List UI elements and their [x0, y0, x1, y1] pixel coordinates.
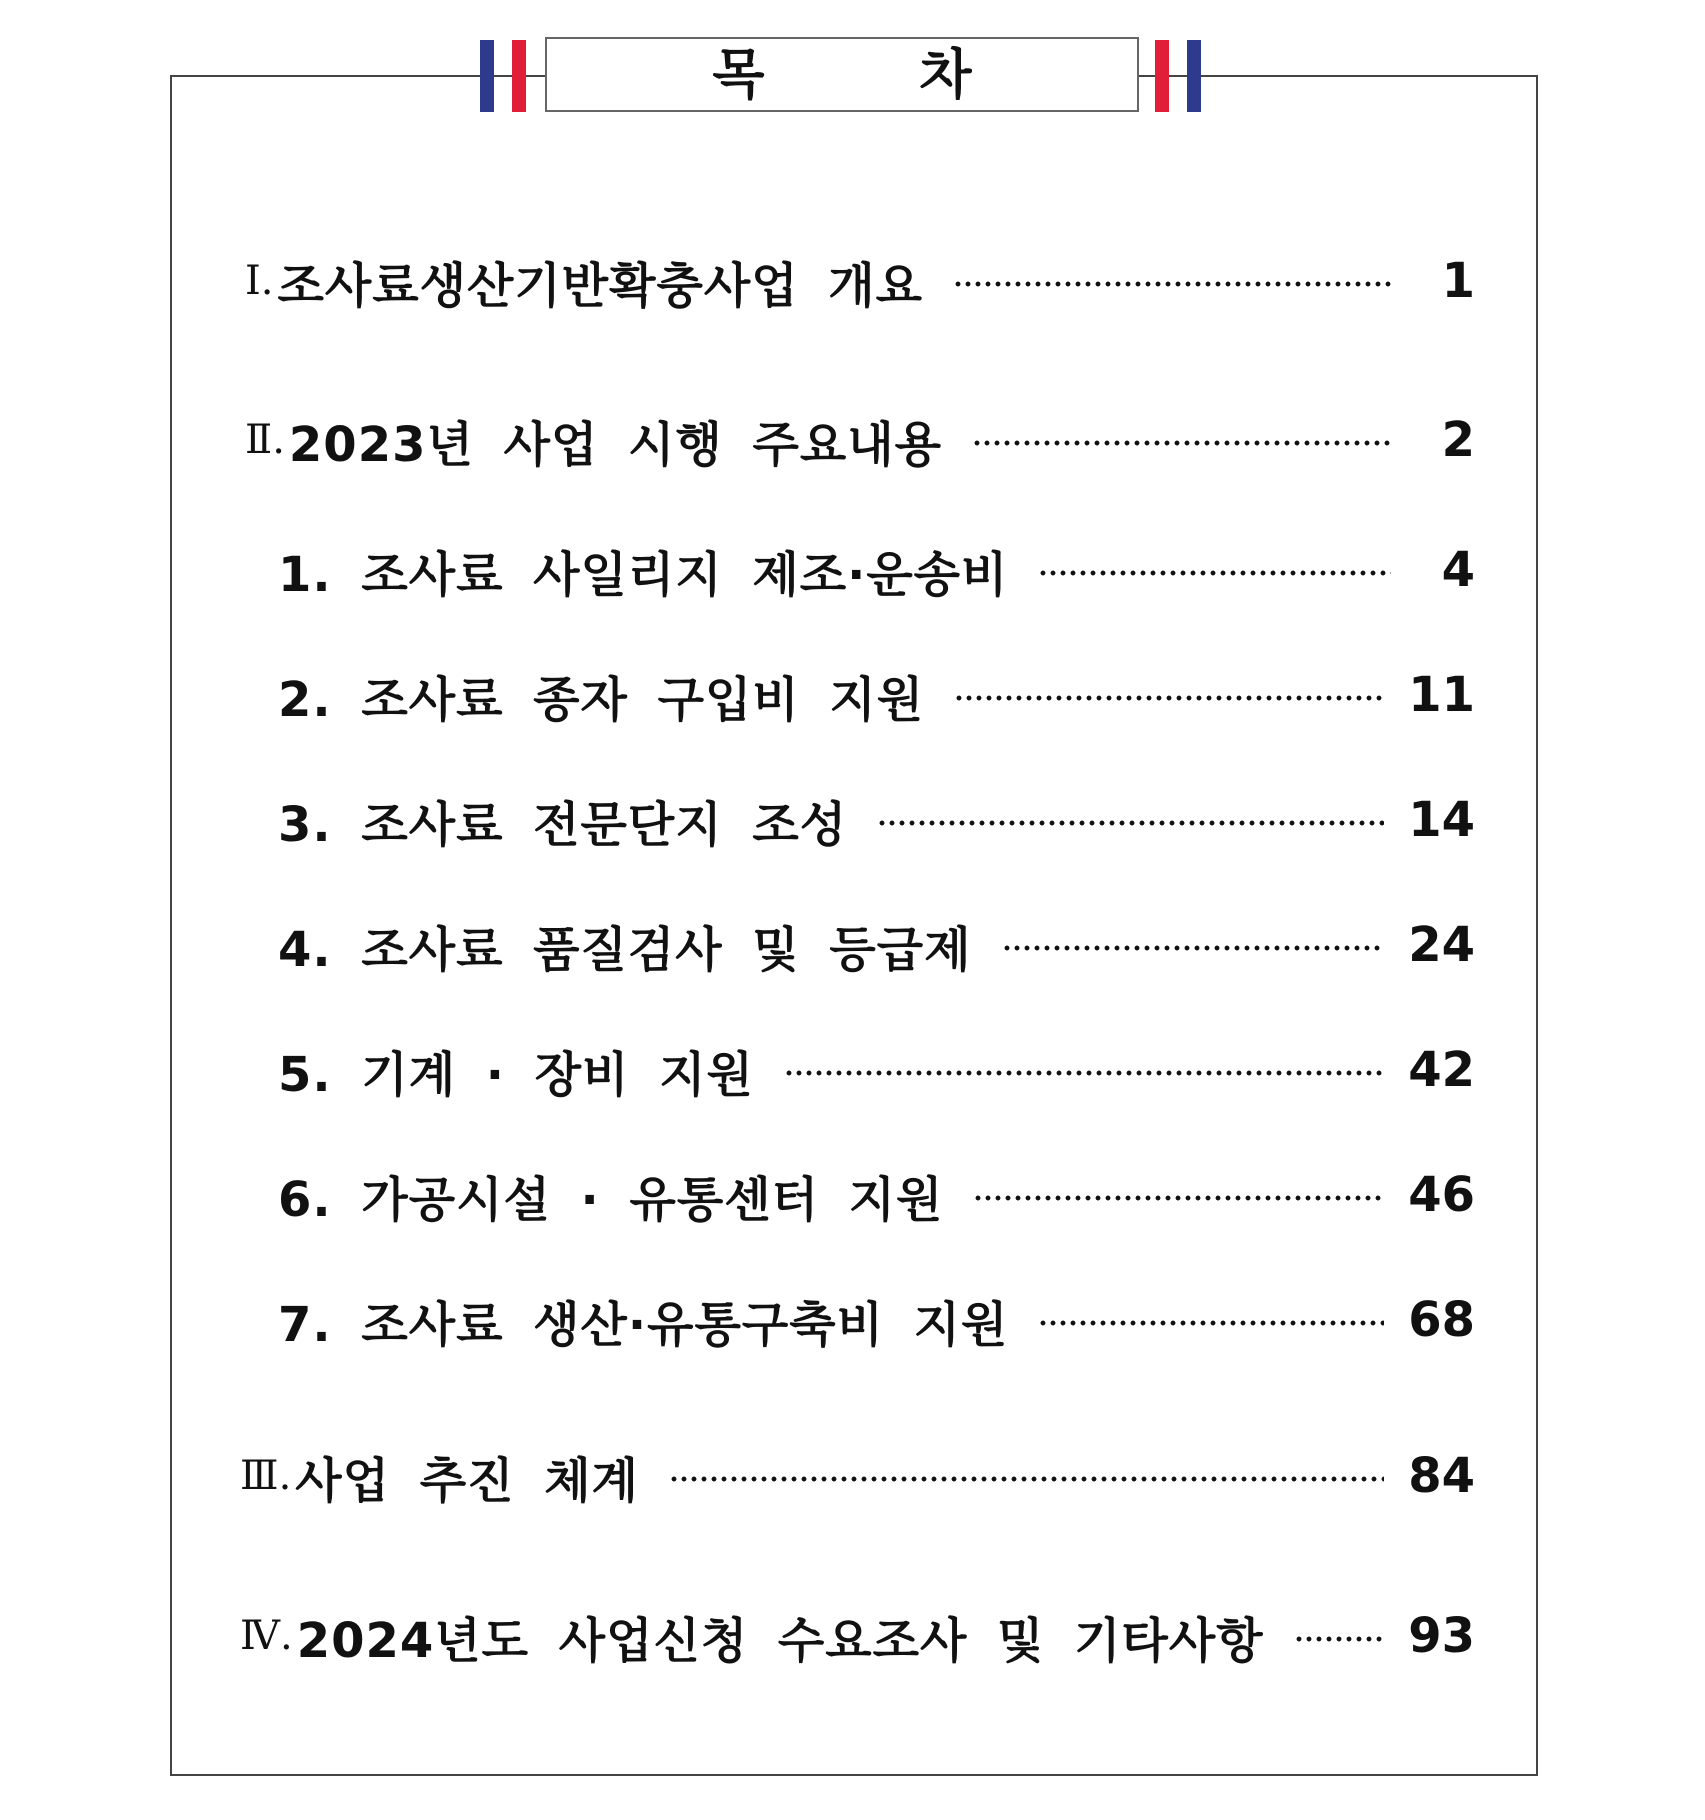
- toc-page-number: 84: [1408, 1448, 1475, 1504]
- left-red-stripe: [512, 40, 526, 112]
- toc-entry-chapter-3[interactable]: [240, 1441, 1475, 1511]
- toc-page-number: 24: [1408, 917, 1475, 973]
- dot-leader: [1038, 1320, 1384, 1326]
- toc-page-number: 93: [1408, 1608, 1475, 1664]
- toc-page-number: 4: [1441, 542, 1475, 598]
- toc-entry-chapter-2[interactable]: [245, 405, 1475, 475]
- left-navy-stripe: [480, 40, 494, 112]
- title-box: [545, 37, 1139, 112]
- dot-leader: [1294, 1636, 1385, 1642]
- toc-entry-section-2[interactable]: [278, 660, 1475, 730]
- toc-page-number: 14: [1408, 792, 1475, 848]
- dot-leader: [1002, 945, 1385, 951]
- toc-entry-section-4[interactable]: [278, 910, 1475, 980]
- toc-numeral: Ⅱ.: [245, 417, 285, 463]
- toc-entry-section-3[interactable]: [278, 785, 1475, 855]
- right-red-stripe: [1155, 40, 1169, 112]
- toc-page-number: 2: [1441, 412, 1475, 468]
- right-navy-stripe: [1187, 40, 1201, 112]
- toc-page-number: 1: [1441, 253, 1475, 309]
- toc-label: 조사료생산기반확충사업 개요: [277, 257, 924, 314]
- toc-entry-chapter-1[interactable]: [245, 246, 1475, 316]
- toc-label: 3. 조사료 전문단지 조성: [278, 796, 848, 853]
- toc-numeral: Ⅰ.: [245, 258, 274, 304]
- toc-page-number: 42: [1408, 1042, 1475, 1098]
- dot-leader: [669, 1476, 1384, 1482]
- dot-leader: [954, 695, 1384, 701]
- toc-entry-section-5[interactable]: [278, 1035, 1475, 1105]
- dot-leader: [877, 820, 1384, 826]
- dot-leader: [784, 1070, 1384, 1076]
- toc-numeral: Ⅲ.: [240, 1453, 292, 1499]
- toc-label: 2024년도 사업신청 수요조사 및 기타사항: [296, 1612, 1264, 1669]
- toc-label: 5. 기계 · 장비 지원: [278, 1046, 754, 1103]
- toc-label: 사업 추진 체계: [295, 1452, 639, 1509]
- toc-label: 2. 조사료 종자 구입비 지원: [278, 671, 925, 728]
- toc-label: 7. 조사료 생산·유통구축비 지원: [278, 1296, 1009, 1353]
- toc-page-number: 68: [1408, 1292, 1475, 1348]
- dot-leader: [953, 281, 1391, 287]
- toc-label: 6. 가공시설 · 유통센터 지원: [278, 1171, 944, 1228]
- toc-numeral: Ⅳ.: [240, 1613, 293, 1659]
- dot-leader: [972, 440, 1391, 446]
- toc-label: 2023년 사업 시행 주요내용: [288, 416, 942, 473]
- dot-leader: [1038, 570, 1391, 576]
- page-title: 목 차: [712, 42, 1040, 106]
- toc-page-number: 46: [1408, 1167, 1475, 1223]
- toc-label: 4. 조사료 품질검사 및 등급제: [278, 921, 972, 978]
- toc-entry-section-6[interactable]: [278, 1160, 1475, 1230]
- toc-entry-chapter-4[interactable]: [240, 1601, 1475, 1671]
- toc-label: 1. 조사료 사일리지 제조·운송비: [278, 546, 1009, 603]
- toc-page-number: 11: [1408, 667, 1475, 723]
- toc-entry-section-7[interactable]: [278, 1285, 1475, 1355]
- dot-leader: [973, 1195, 1384, 1201]
- toc-entry-section-1[interactable]: [278, 535, 1475, 605]
